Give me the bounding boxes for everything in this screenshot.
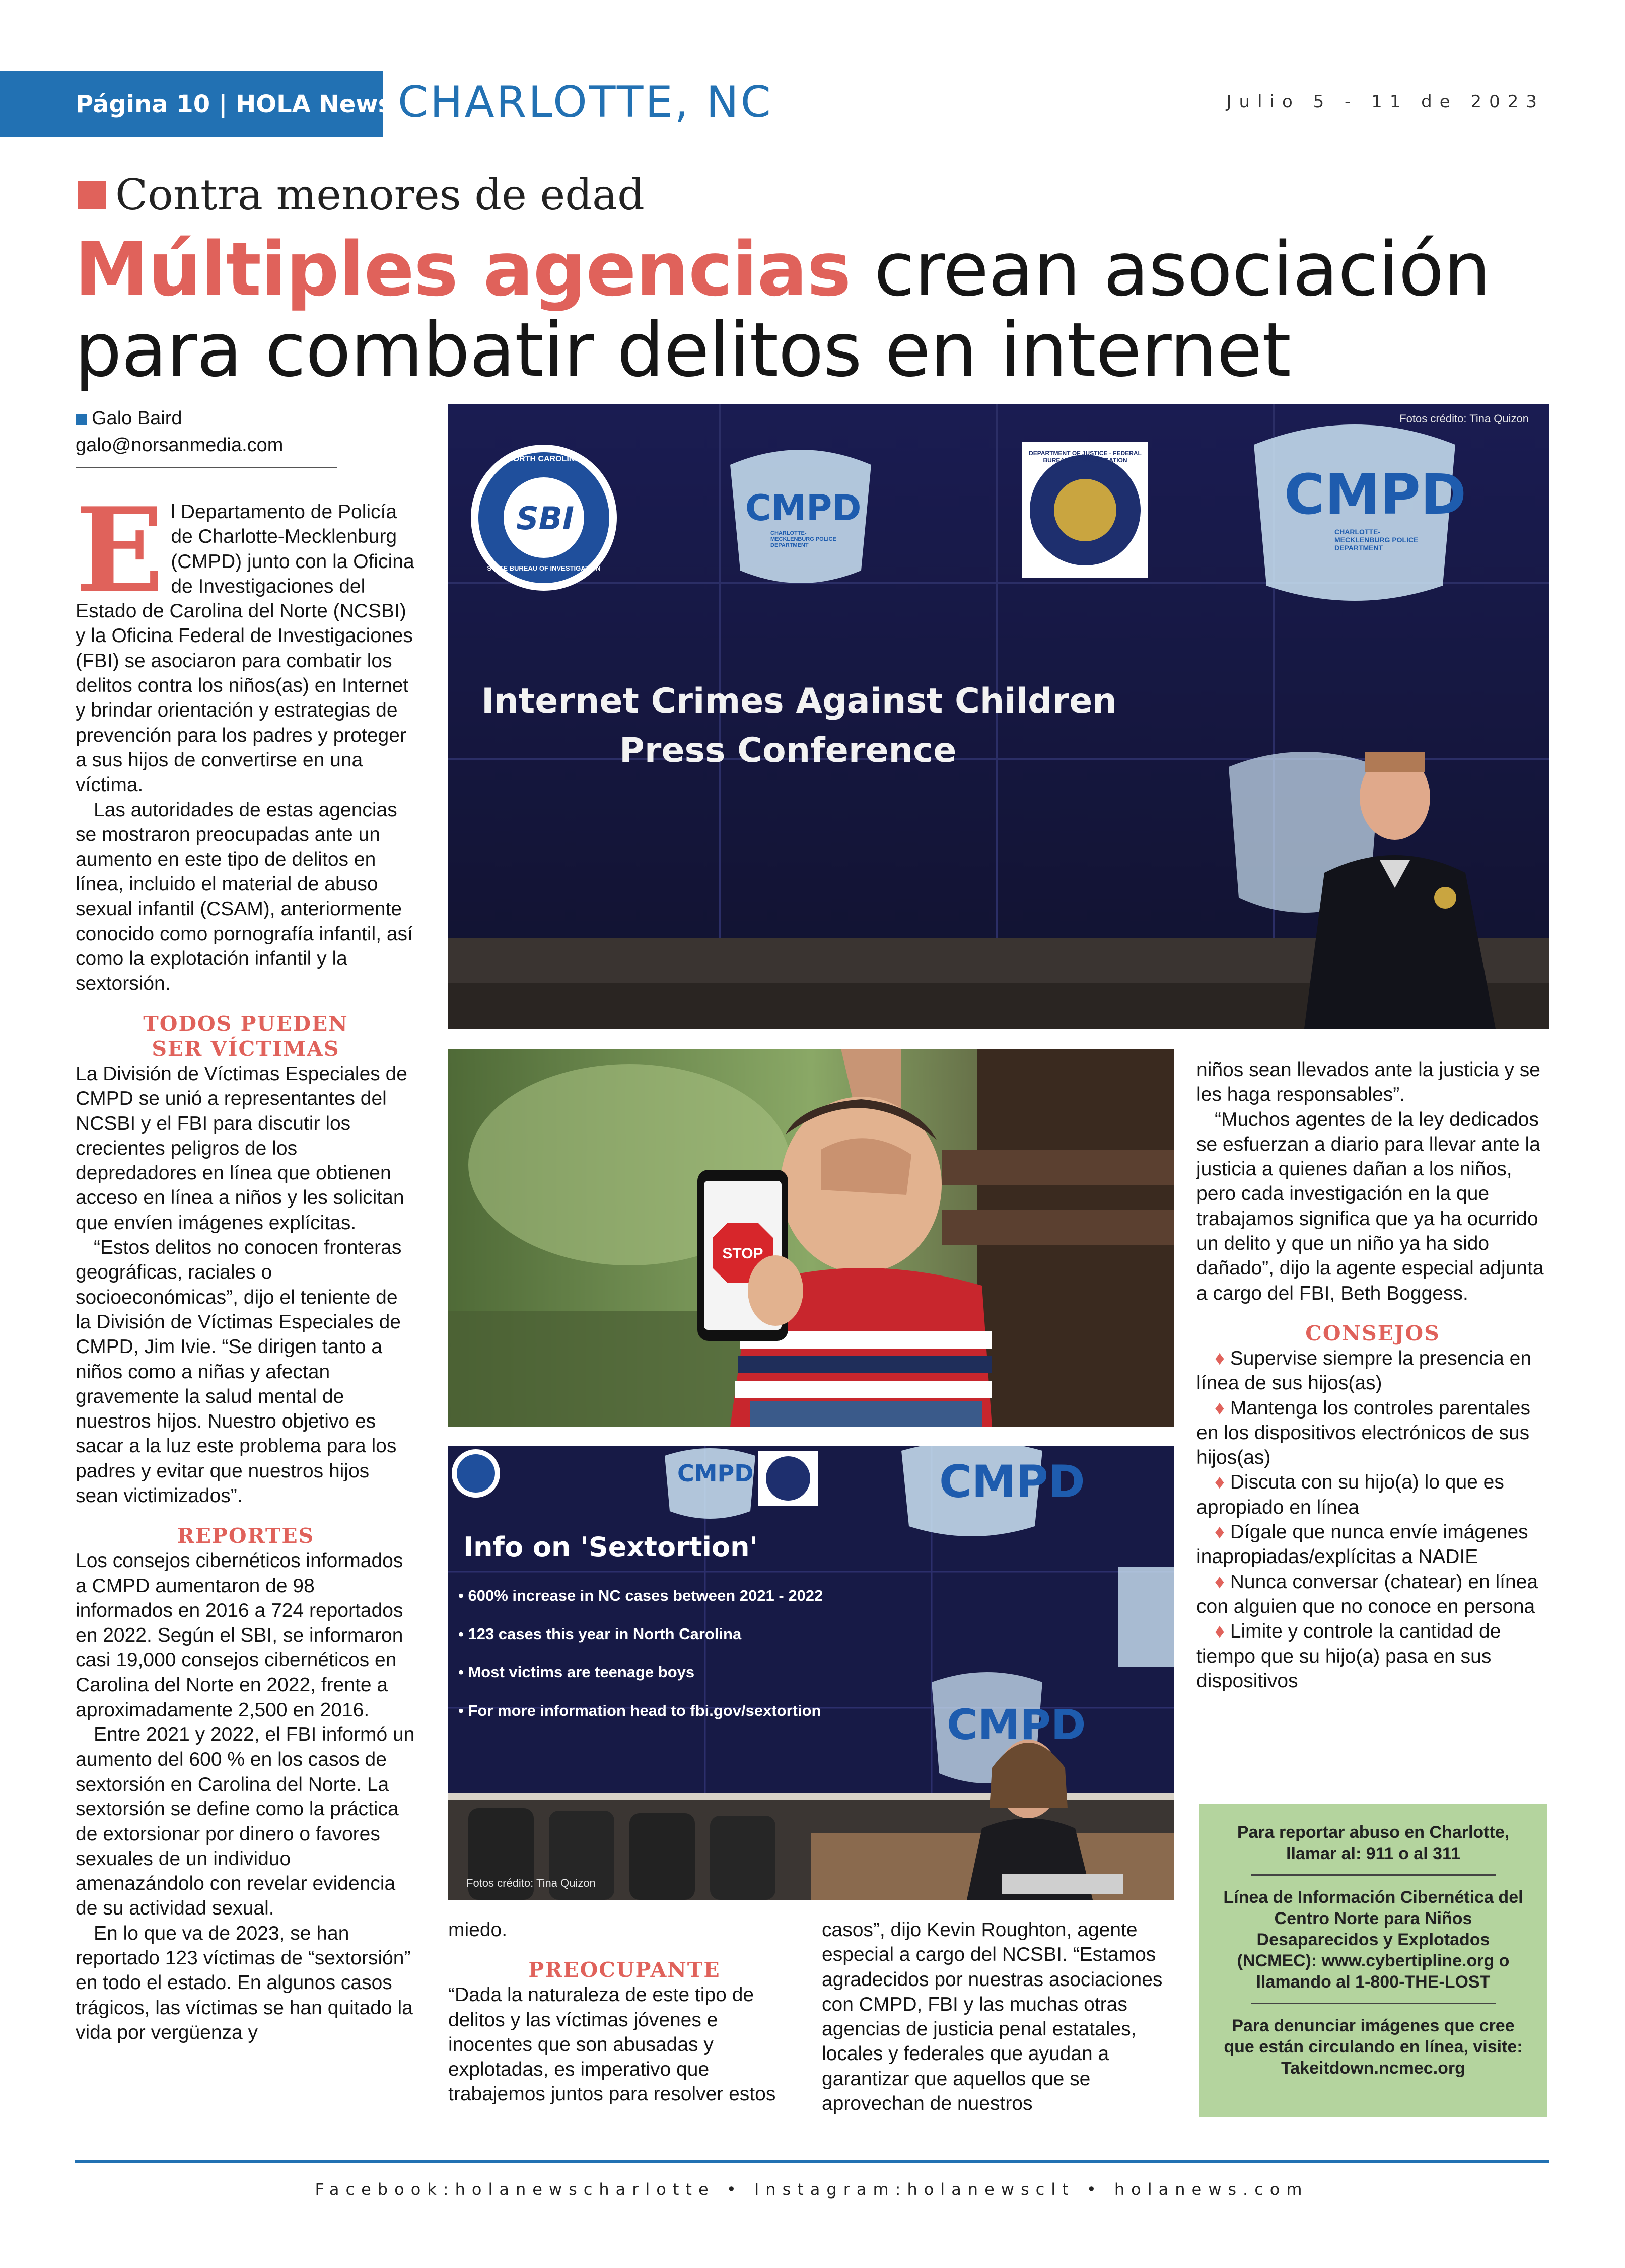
author-name: Galo Baird — [92, 408, 182, 429]
subhead-todos-pueden: TODOS PUEDEN SER VÍCTIMAS — [143, 1011, 348, 1061]
diamond-bullet-icon: ♦ — [1215, 1571, 1225, 1593]
diamond-bullet-icon: ♦ — [1215, 1620, 1225, 1643]
byline-square-icon — [76, 414, 87, 425]
child-illustration — [448, 1049, 1174, 1427]
paragraph-4: “Estos delitos no conocen fronteras geográficas, raciales o socioeconómicas”, dijo el teniente de la División de Víctimas Especiales de CMPD, Jim Ivie. “Se dirigen tanto a niños como a niñas y afectan gravemente la salud mental de nuestros hijos. Nuestro objetivo es sacar a la luz este problema para los padres y evitar que nuestros hijos sean victimizados”. — [76, 1237, 402, 1507]
paragraph-2: Las autoridades de estas agencias se mostraron preocupadas ante un aumento en este tipo de delitos en línea, incluido el material de abuso sexual infantil (CSAM), anteriormente conocido como pornografía infantil, así como la explotación infantil y la sextorsión. — [76, 799, 413, 995]
diamond-bullet-icon: ♦ — [1215, 1471, 1225, 1494]
photo3-credit: Fotos crédito: Tina Quizon — [466, 1877, 596, 1889]
sbi-ring-bottom: STATE BUREAU OF INVESTIGATION — [487, 564, 601, 572]
column-3 — [822, 1918, 1174, 2116]
col4-paragraph-1: niños sean llevados ante la justicia y se les haga responsables”. — [1196, 1059, 1540, 1106]
diamond-bullet-icon: ♦ — [1215, 1397, 1225, 1419]
headline — [75, 226, 1565, 393]
slide-bullet-3: • Most victims are teenage boys — [458, 1663, 695, 1681]
footer-rule — [75, 2160, 1549, 2163]
slide-bullet-1: • 600% increase in NC cases between 2021 - 2022 — [458, 1587, 823, 1604]
kicker-square-icon — [78, 181, 106, 209]
infobox-divider — [1251, 1874, 1495, 1876]
subhead-consejos: CONSEJOS — [1305, 1321, 1440, 1345]
infobox-cybertipline: Línea de Información Cibernética del Centro Norte para Niños Desaparecidos y Explotados (NCMEC): www.cybertipline.org o llamando al 1-800-THE-LOST — [1223, 1888, 1523, 1992]
infobox-divider — [1251, 2003, 1495, 2004]
photo-sextortion-slide — [448, 1446, 1174, 1900]
tip-item: ♦ Nunca conversar (chatear) en línea con alguien que no conoce en persona — [1196, 1571, 1538, 1617]
cmpd-logo-sub-right: CHARLOTTE-MECKLENBURG POLICE DEPARTMENT — [1334, 528, 1419, 552]
sbi-logo-text: SBI — [516, 500, 574, 537]
column-4 — [1196, 1057, 1549, 1693]
photo-press-conference — [448, 404, 1549, 1029]
page-label: Página 10 | HOLA News — [0, 71, 383, 137]
infobox-report-phone: Para reportar abuso en Charlotte, llamar al: 911 o al 311 — [1237, 1823, 1510, 1863]
footer-social: Facebook:holanewscharlotte • Instagram:holanewsclt • holanews.com — [315, 2180, 1309, 2199]
subhead-preocupante: PREOCUPANTE — [528, 1958, 721, 1982]
sbi-ring-top: NORTH CAROLINA — [507, 455, 581, 463]
tip-item: ♦ Supervise siempre la presencia en línea de sus hijos(as) — [1196, 1347, 1532, 1394]
column-1 — [76, 405, 416, 2045]
subhead-reportes: REPORTES — [177, 1524, 315, 1548]
photo-child-with-phone — [448, 1049, 1174, 1427]
tip-item: ♦ Discuta con su hijo(a) lo que es apropiado en línea — [1196, 1471, 1504, 1518]
fbi-ring-text: DEPARTMENT OF JUSTICE · FEDERAL BUREAU OF INVESTIGATION — [1029, 450, 1142, 464]
tip-item: ♦ Dígale que nunca envíe imágenes inapropiadas/explícitas a NADIE — [1196, 1521, 1528, 1568]
kicker — [78, 170, 645, 220]
slide-cmpd-logo-text-lower: CMPD — [947, 1700, 1086, 1749]
screen-title-line2: Press Conference — [619, 731, 957, 770]
slide-cmpd-logo-text-right: CMPD — [939, 1456, 1085, 1508]
tips-list — [1196, 1346, 1549, 1693]
section-city: CHARLOTTE, NC — [398, 77, 773, 127]
infobox-takeitdown: Para denunciar imágenes que cree que están circulando en línea, visite: Takeitdown.ncmec.org — [1224, 2016, 1523, 2078]
screen-title-line1: Internet Crimes Against Children — [481, 681, 1117, 721]
col2-paragraph-2: “Dada la naturaleza de este tipo de delitos y las víctimas jóvenes e inocentes que son abusadas y explotadas, es imperativo que trabajemos juntos para resolver estos — [448, 1984, 776, 2105]
slide-title: Info on 'Sextortion' — [463, 1531, 758, 1563]
cmpd-logo-sub-left: CHARLOTTE-MECKLENBURG POLICE DEPARTMENT — [770, 530, 836, 548]
stop-sign-text: STOP — [722, 1245, 763, 1262]
issue-date: Julio 5 - 11 de 2023 — [1226, 92, 1544, 112]
author-email[interactable]: galo@norsanmedia.com — [76, 435, 284, 456]
slide-bullet-4: • For more information head to fbi.gov/sextortion — [458, 1702, 821, 1719]
paragraph-6: Entre 2021 y 2022, el FBI informó un aumento del 600 % en los casos de sextorsión en Carolina del Norte. La sextorsión se define como la práctica de extorsionar por dinero o favores sexuales de un individuo amenazándolo con revelar evidencia de su actividad sexual. — [76, 1724, 415, 1920]
cmpd-logo-text-left: CMPD — [745, 487, 862, 529]
kicker-text: Contra menores de edad — [115, 170, 645, 220]
byline — [76, 405, 416, 468]
drop-cap: E — [76, 482, 164, 618]
slide-cmpd-logo-text: CMPD — [677, 1460, 754, 1487]
photo1-credit: Fotos crédito: Tina Quizon — [1399, 412, 1529, 425]
col3-paragraph-1: casos”, dijo Kevin Roughton, agente especial a cargo del NCSBI. “Estamos agradecidos por nuestras asociaciones con CMPD, FBI y las muchas otras agencias de justicia penal estatales, locales y federales que ayudan a garantizar que aquellos que se aprovechan de nuestros — [822, 1919, 1163, 2115]
col4-paragraph-2: “Muchos agentes de la ley dedicados se esfuerzan a diario para llevar ante la justicia a quienes dañan a los niños, pero cada investigación en la que trabajamos significa que ya ha ocurrido un delito y que un niño ya ha sido dañado”, dijo la agente especial adjunta a cargo del FBI, Beth Boggess. — [1196, 1108, 1544, 1304]
tip-item: ♦ Mantenga los controles parentales en los dispositivos electrónicos de sus hijos(as) — [1196, 1397, 1530, 1469]
headline-line2: para combatir delitos en internet — [75, 307, 1291, 393]
paragraph-5: Los consejos cibernéticos informados a CMPD aumentaron de 98 informados en 2016 a 724 reportados en 2022. Según el SBI, se informaron casi 19,000 consejos cibernéticos en Carolina del Norte en 2022, frente a aproximadamente 2,500 en 2016. — [76, 1550, 403, 1721]
slide-bullet-2: • 123 cases this year in North Carolina — [458, 1625, 742, 1643]
paragraph-3: La División de Víctimas Especiales de CMPD se unió a representantes del NCSBI y el FBI para discutir los crecientes peligros de los depredadores en línea que obtienen acceso en línea a niños y les solicitan que envíen imágenes explícitas. — [76, 1062, 407, 1234]
column-2 — [448, 1918, 801, 2107]
paragraph-7: En lo que va de 2023, se han reportado 123 víctimas de “sextorsión” en todo el estado. En algunos casos trágicos, las víctimas se han quitado la vida por vergüenza y — [76, 1922, 413, 2043]
paragraph-1: l Departamento de Policía de Charlotte-Mecklenburg (CMPD) junto con la Oficina de Investigaciones del Estado de Carolina del Norte (NCSBI) y la Oficina Federal de Investigaciones (FBI) se asociaron para combatir los delitos contra los niños(as) en Internet y brindar orientación y estrategias de prevención para los padres y proteger a sus hijos de convertirse en una víctima. — [76, 501, 414, 796]
tip-item: ♦ Limite y controle la cantidad de tiempo que su hijo(a) pasa en sus dispositivos — [1196, 1620, 1501, 1692]
headline-highlight: Múltiples agencias — [75, 226, 851, 313]
diamond-bullet-icon: ♦ — [1215, 1347, 1225, 1369]
cmpd-logo-text-right: CMPD — [1284, 462, 1467, 527]
diamond-bullet-icon: ♦ — [1215, 1521, 1225, 1543]
slide-bullets — [458, 1587, 841, 1720]
col2-paragraph-1: miedo. — [448, 1919, 508, 1941]
headline-line1-rest: crean asociación — [851, 226, 1491, 313]
report-info-box — [1199, 1804, 1547, 2117]
